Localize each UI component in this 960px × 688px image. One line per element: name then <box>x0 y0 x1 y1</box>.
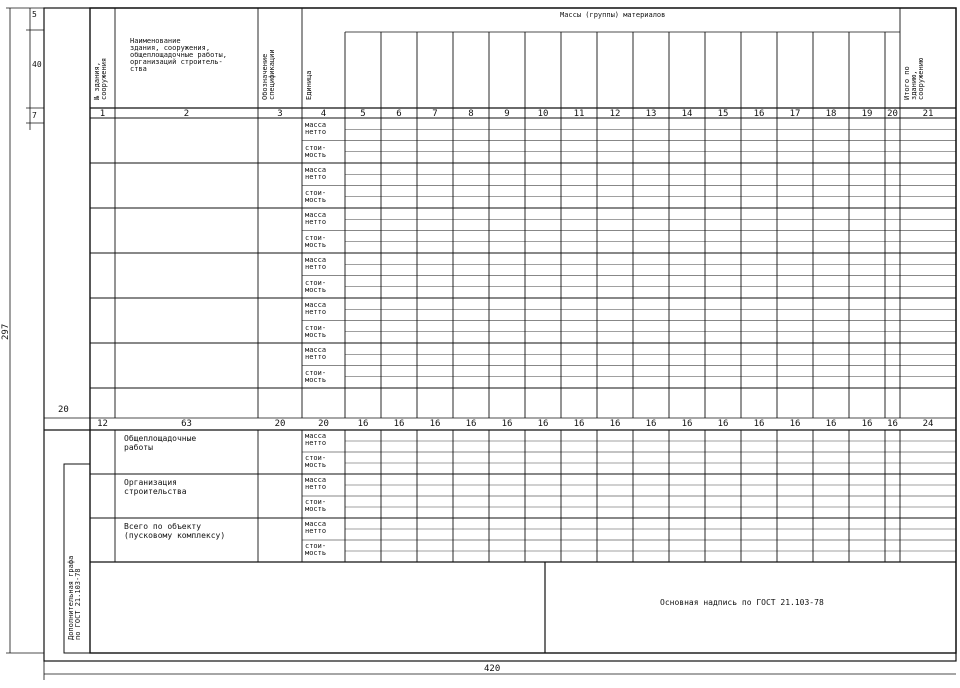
dim-7: 7 <box>32 111 37 120</box>
bottom-row-name: Организация строительства <box>124 478 187 496</box>
width-label-18: 16 <box>825 419 837 429</box>
unit-label: стои- мость <box>305 188 327 204</box>
column-number-19: 19 <box>861 109 873 119</box>
column-number-5: 5 <box>360 109 366 119</box>
width-label-2: 63 <box>181 419 192 429</box>
width-label-1: 12 <box>97 419 108 429</box>
column-number-8: 8 <box>468 109 474 119</box>
column-number-20: 20 <box>887 109 898 119</box>
width-label-8: 16 <box>465 419 477 429</box>
column-number-4: 4 <box>320 109 327 119</box>
width-label-20: 16 <box>887 419 898 429</box>
width-label-12: 16 <box>609 419 621 429</box>
column-number-7: 7 <box>432 109 438 119</box>
width-label-9: 16 <box>501 419 513 429</box>
width-label-3: 20 <box>274 419 286 429</box>
width-label-10: 16 <box>537 419 549 429</box>
unit-label: стои- мость <box>305 323 327 339</box>
width-label-15: 16 <box>717 419 729 429</box>
col-name-header: Наименование здания, сооружения, общеплощадочные работы, организаций строитель- ства <box>130 37 227 73</box>
unit-label: стои- мость <box>305 368 327 384</box>
column-number-15: 15 <box>717 109 729 119</box>
dim-420: 420 <box>484 664 501 674</box>
unit-label: стои- мость <box>305 278 327 294</box>
bottom-row-unit-mass: масса нетто <box>305 432 327 447</box>
column-number-11: 11 <box>573 109 585 119</box>
materials-title: Массы (группы) материалов <box>560 11 666 19</box>
column-number-6: 6 <box>396 109 402 119</box>
dim-5: 5 <box>32 10 37 19</box>
column-number-21: 21 <box>922 109 934 119</box>
column-number-17: 17 <box>789 109 801 119</box>
bottom-row-unit-cost: стои- мость <box>305 454 327 469</box>
bottom-row-unit-mass: масса нетто <box>305 476 327 491</box>
width-label-16: 16 <box>753 419 765 429</box>
dim-40: 40 <box>32 60 42 69</box>
width-label-4: 20 <box>318 419 329 429</box>
col-spec-header: Обозначение спецификации <box>261 49 276 100</box>
bottom-row-unit-cost: стои- мость <box>305 498 327 513</box>
width-label-11: 16 <box>573 419 585 429</box>
width-label-5: 16 <box>357 419 369 429</box>
col-unit-header: Единица <box>305 70 313 100</box>
width-label-19: 16 <box>861 419 873 429</box>
column-number-10: 10 <box>537 109 549 119</box>
width-label-14: 16 <box>681 419 693 429</box>
column-number-18: 18 <box>825 109 837 119</box>
column-number-2: 2 <box>183 109 190 119</box>
bottom-row-name: Общеплощадочные работы <box>124 434 197 452</box>
unit-label: стои- мость <box>305 143 327 159</box>
bottom-row-unit-cost: стои- мость <box>305 542 327 557</box>
column-number-13: 13 <box>645 109 657 119</box>
width-label-17: 16 <box>789 419 801 429</box>
unit-label: масса нетто <box>305 211 327 226</box>
col-total-header: Итого по зданию, сооружению <box>903 57 925 100</box>
width-label-6: 16 <box>393 419 405 429</box>
side-additional-label: Дополнительная графа по ГОСТ 21.103-78 <box>67 555 82 640</box>
dim-297: 297 <box>1 323 11 340</box>
column-number-1: 1 <box>99 109 106 119</box>
bottom-row-unit-mass: масса нетто <box>305 520 327 535</box>
unit-label: масса нетто <box>305 301 327 316</box>
stamp-text: Основная надпись по ГОСТ 21.103-78 <box>660 598 824 607</box>
column-number-9: 9 <box>504 109 510 119</box>
column-number-14: 14 <box>681 109 693 119</box>
unit-label: масса нетто <box>305 256 327 271</box>
unit-label: масса нетто <box>305 121 327 136</box>
width-label-21: 24 <box>922 419 934 429</box>
column-number-12: 12 <box>609 109 621 119</box>
bottom-row-name: Всего по объекту (пусковому комплексу) <box>124 522 226 540</box>
column-number-3: 3 <box>277 109 283 119</box>
width-label-13: 16 <box>645 419 657 429</box>
unit-label: масса нетто <box>305 346 327 361</box>
unit-label: стои- мость <box>305 233 327 249</box>
column-number-16: 16 <box>753 109 765 119</box>
width-left: 20 <box>58 405 69 415</box>
col-building-no-header: № здания, сооружения <box>93 57 108 100</box>
width-label-7: 16 <box>429 419 441 429</box>
unit-label: масса нетто <box>305 166 327 181</box>
